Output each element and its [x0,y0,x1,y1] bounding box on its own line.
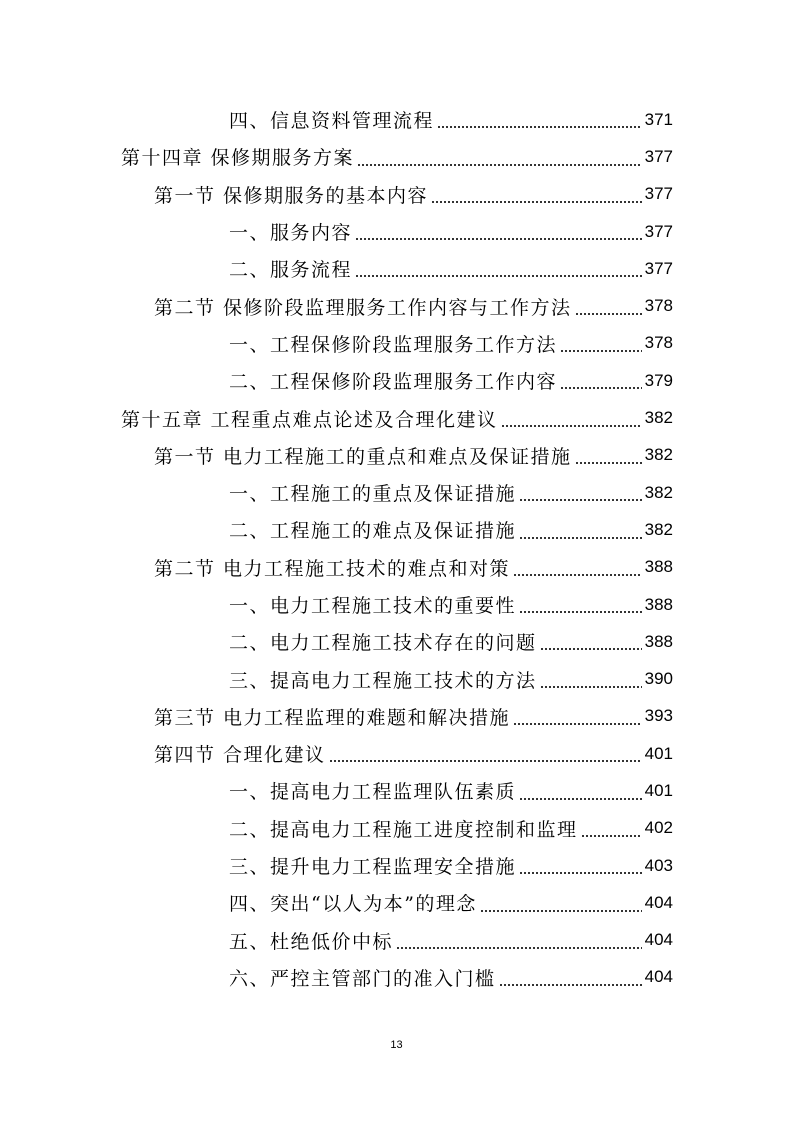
toc-entry[interactable] [0,474,793,511]
dot-leader [513,574,642,576]
toc-entry[interactable] [0,623,793,660]
toc-entry-page: 388 [644,631,673,651]
toc-entry[interactable] [0,399,793,436]
toc-entry[interactable] [0,810,793,847]
toc-entry-page: 404 [644,967,673,987]
toc-entry-label: 五、杜绝低价中标 [229,930,394,953]
toc-entry-label: 第一节 电力工程施工的重点和难点及保证措施 [154,445,572,468]
dot-leader [519,798,642,800]
toc-entry-page: 371 [644,109,673,129]
toc-entry-page: 378 [644,333,673,353]
toc-entry-page: 390 [644,669,673,689]
toc-entry-label: 二、工程保修阶段监理服务工作内容 [229,371,558,394]
toc-entry-label: 一、工程施工的重点及保证措施 [229,483,517,506]
toc-entry-page: 403 [644,855,673,875]
toc-entry[interactable] [0,549,793,586]
toc-entry[interactable] [0,772,793,809]
toc-entry-label: 一、服务内容 [229,222,353,245]
dot-leader [437,126,642,128]
toc-entry-label: 第一节 保修期服务的基本内容 [154,184,429,207]
toc-entry[interactable] [0,735,793,772]
toc-entry-page: 388 [644,557,673,577]
toc-entry-page: 382 [644,482,673,502]
toc-entry-label: 第十四章 保修期服务方案 [121,147,355,170]
toc-entry-page: 378 [644,296,673,316]
dot-leader [519,537,642,539]
toc-entry[interactable] [0,922,793,959]
dot-leader [519,611,642,613]
dot-leader [329,760,642,762]
toc-entry-page: 379 [644,370,673,390]
toc-entry[interactable] [0,698,793,735]
toc-entry-page: 404 [644,892,673,912]
toc-entry-page: 404 [644,930,673,950]
dot-leader [513,723,642,725]
toc-entry[interactable] [0,362,793,399]
dot-leader [355,238,642,240]
dot-leader [575,462,642,464]
dot-leader [357,164,642,166]
toc-entry-label: 三、提高电力工程施工技术的方法 [229,669,537,692]
toc-entry[interactable] [0,176,793,213]
toc-entry-page: 382 [644,445,673,465]
toc-entry-label: 四、信息资料管理流程 [229,110,435,133]
toc-entry[interactable] [0,884,793,921]
dot-leader [519,872,642,874]
toc-entry[interactable] [0,847,793,884]
table-of-contents [0,101,793,996]
toc-entry-label: 第二节 电力工程施工技术的难点和对策 [154,557,511,580]
toc-entry[interactable] [0,250,793,287]
toc-entry-label: 二、工程施工的难点及保证措施 [229,520,517,543]
dot-leader [575,313,642,315]
dot-leader [499,984,642,986]
toc-entry-label: 一、工程保修阶段监理服务工作方法 [229,333,558,356]
toc-entry-page: 382 [644,408,673,428]
toc-entry-page: 377 [644,221,673,241]
toc-entry-label: 二、服务流程 [229,259,353,282]
toc-entry-label: 四、突出“以人为本”的理念 [229,893,477,916]
toc-entry[interactable] [0,511,793,548]
dot-leader [501,425,642,427]
toc-entry-label: 一、提高电力工程监理队伍素质 [229,781,517,804]
toc-entry[interactable] [0,213,793,250]
toc-entry[interactable] [0,437,793,474]
toc-entry-page: 377 [644,146,673,166]
dot-leader [355,275,642,277]
toc-entry-page: 401 [644,780,673,800]
toc-entry[interactable] [0,287,793,324]
dot-leader [540,686,642,688]
toc-entry[interactable] [0,959,793,996]
toc-entry-page: 401 [644,743,673,763]
toc-entry-page: 402 [644,818,673,838]
dot-leader [396,947,642,949]
toc-entry[interactable] [0,101,793,138]
toc-entry-label: 第十五章 工程重点难点论述及合理化建议 [121,408,498,431]
toc-entry-label: 一、电力工程施工技术的重要性 [229,595,517,617]
toc-entry[interactable] [0,325,793,362]
toc-entry[interactable] [0,660,793,697]
toc-entry-label: 二、提高电力工程施工进度控制和监理 [229,818,578,841]
toc-entry-page: 377 [644,258,673,278]
dot-leader [560,350,642,352]
toc-entry-page: 388 [644,594,673,614]
toc-entry-label: 三、提升电力工程监理安全措施 [229,856,517,879]
dot-leader [540,648,642,650]
toc-entry-label: 第四节 合理化建议 [154,744,326,767]
toc-entry[interactable] [0,586,793,623]
toc-entry-label: 第三节 电力工程监理的难题和解决措施 [154,706,511,729]
toc-entry-page: 377 [644,184,673,204]
page-number: 13 [390,1039,403,1051]
dot-leader [431,201,642,203]
dot-leader [560,387,642,389]
toc-entry-page: 393 [644,706,673,726]
toc-entry-label: 二、电力工程施工技术存在的问题 [229,632,537,655]
toc-entry[interactable] [0,138,793,175]
dot-leader [581,835,642,837]
dot-leader [480,910,642,912]
toc-entry-label: 第二节 保修阶段监理服务工作内容与工作方法 [154,296,572,319]
dot-leader [519,499,642,501]
toc-entry-label: 六、严控主管部门的准入门槛 [229,967,496,990]
toc-entry-page: 382 [644,519,673,539]
